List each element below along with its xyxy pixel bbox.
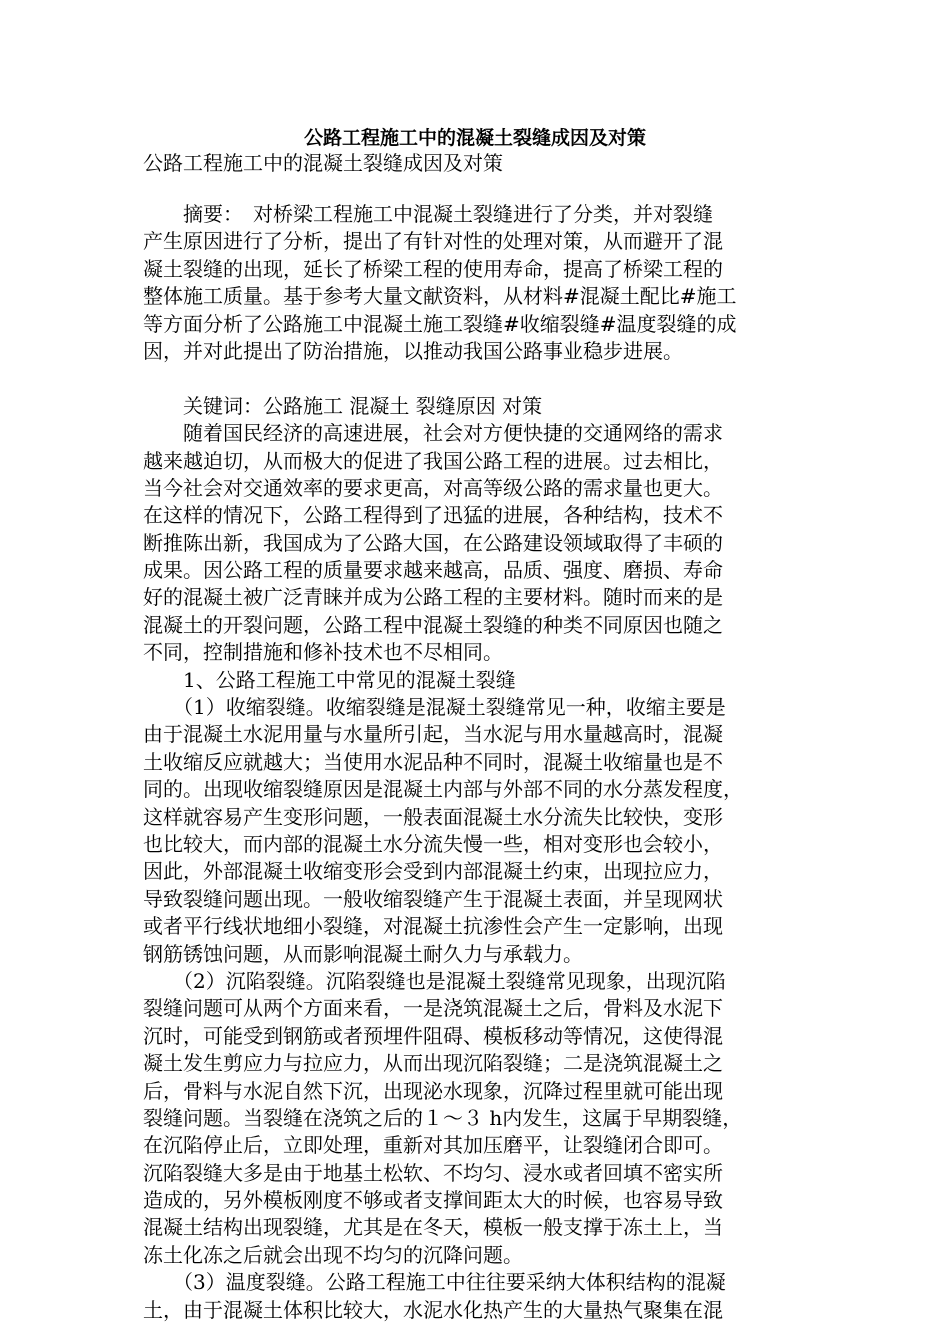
text-line: 或者平行线状地细小裂缝，对混凝土抗渗性会产生一定影响，出现 (143, 914, 723, 939)
text-line: 1、公路工程施工中常见的混凝土裂缝 (143, 667, 516, 692)
text-line: 成果。因公路工程的质量要求越来越高，品质、强度、磨损、寿命 (143, 558, 723, 583)
text-line: 因，并对此提出了防治措施，以推动我国公路事业稳步进展。 (143, 338, 683, 363)
text-line: 在这样的情况下，公路工程得到了迅猛的进展，各种结构，技术不 (143, 503, 723, 528)
text-line: 在沉陷停止后，立即处理，重新对其加压磨平，让裂缝闭合即可。 (143, 1133, 723, 1158)
text-line: 也比较大，而内部的混凝土水分流失慢一些，相对变形也会较小， (143, 831, 723, 856)
document-title: 公路工程施工中的混凝土裂缝成因及对策 (303, 127, 646, 149)
text-line: 这样就容易产生变形问题，一般表面混凝土水分流失比较快，变形 (143, 804, 723, 829)
text-line: 好的混凝土被广泛青睐并成为公路工程的主要材料。随时而来的是 (143, 585, 723, 610)
text-line: 断推陈出新，我国成为了公路大国，在公路建设领域取得了丰硕的 (143, 530, 723, 555)
text-line: 随着国民经济的高速进展，社会对方便快捷的交通网络的需求 (143, 421, 723, 446)
text-line: 不同，控制措施和修补技术也不尽相同。 (143, 640, 503, 665)
document-body (143, 201, 807, 1324)
text-line: 混凝土结构出现裂缝，尤其是在冬天，模板一般支撑于冻土上，当 (143, 1215, 723, 1240)
text-line: 凝土发生剪应力与拉应力，从而出现沉陷裂缝；二是浇筑混凝土之 (143, 1051, 723, 1076)
text-line: 混凝土的开裂问题，公路工程中混凝土裂缝的种类不同原因也随之 (143, 612, 723, 637)
text-line: 摘要： 对桥梁工程施工中混凝土裂缝进行了分类，并对裂缝 (143, 202, 713, 226)
text-line: 导致裂缝问题出现。一般收缩裂缝产生于混凝土表面，并呈现网状 (143, 886, 723, 911)
text-line: 当今社会对交通效率的要求更高，对高等级公路的需求量也更大。 (143, 475, 723, 500)
text-line: 因此，外部混凝土收缩变形会受到内部混凝土约束，出现拉应力， (143, 859, 723, 884)
text-line: （2）沉陷裂缝。沉陷裂缝也是混凝土裂缝常见现象，出现沉陷 (143, 968, 726, 993)
text-line: 由于混凝土水泥用量与水量所引起，当水泥与用水量越高时，混凝 (143, 722, 723, 747)
text-line: 整体施工质量。基于参考大量文献资料，从材料#混凝土配比#施工 (143, 284, 737, 309)
text-line: 凝土裂缝的出现，延长了桥梁工程的使用寿命，提高了桥梁工程的 (143, 256, 723, 281)
text-line: 沉陷裂缝大多是由于地基土松软、不均匀、浸水或者回填不密实所 (143, 1160, 723, 1185)
text-line: 裂缝问题可从两个方面来看，一是浇筑混凝土之后，骨料及水泥下 (143, 996, 723, 1021)
text-line: 同的。出现收缩裂缝原因是混凝土内部与外部不同的水分蒸发程度， (143, 777, 743, 802)
text-line: 越来越迫切，从而极大的促进了我国公路工程的进展。过去相比， (143, 448, 723, 473)
text-line: 造成的，另外模板刚度不够或者支撑间距太大的时候，也容易导致 (143, 1188, 723, 1213)
text-line: 裂缝问题。当裂缝在浇筑之后的１～３ h内发生，这属于早期裂缝， (143, 1105, 743, 1130)
text-line: 沉时，可能受到钢筋或者预埋件阻碍、模板移动等情况，这使得混 (143, 1023, 723, 1048)
text-line: 等方面分析了公路施工中混凝土施工裂缝#收缩裂缝#温度裂缝的成 (143, 311, 737, 336)
text-line: （3）温度裂缝。公路工程施工中往往要采纳大体积结构的混凝 (143, 1270, 726, 1295)
document-subtitle: 公路工程施工中的混凝土裂缝成因及对策 (143, 151, 503, 175)
text-line (143, 365, 807, 392)
text-line: 钢筋锈蚀问题，从而影响混凝土耐久力与承载力。 (143, 941, 583, 966)
text-line: 关键词：公路施工 混凝土 裂缝原因 对策 (143, 393, 543, 418)
text-line: 土收缩反应就越大；当使用水泥品种不同时，混凝土收缩量也是不 (143, 749, 723, 774)
text-line: 产生原因进行了分析，提出了有针对性的处理对策，从而避开了混 (143, 229, 723, 254)
text-line: （1）收缩裂缝。收缩裂缝是混凝土裂缝常见一种，收缩主要是 (143, 695, 726, 720)
text-line: 后，骨料与水泥自然下沉，出现泌水现象，沉降过程里就可能出现 (143, 1078, 723, 1103)
text-line: 冻土化冻之后就会出现不均匀的沉降问题。 (143, 1242, 523, 1267)
text-line: 土，由于混凝土体积比较大，水泥水化热产生的大量热气聚集在混 (143, 1297, 723, 1322)
